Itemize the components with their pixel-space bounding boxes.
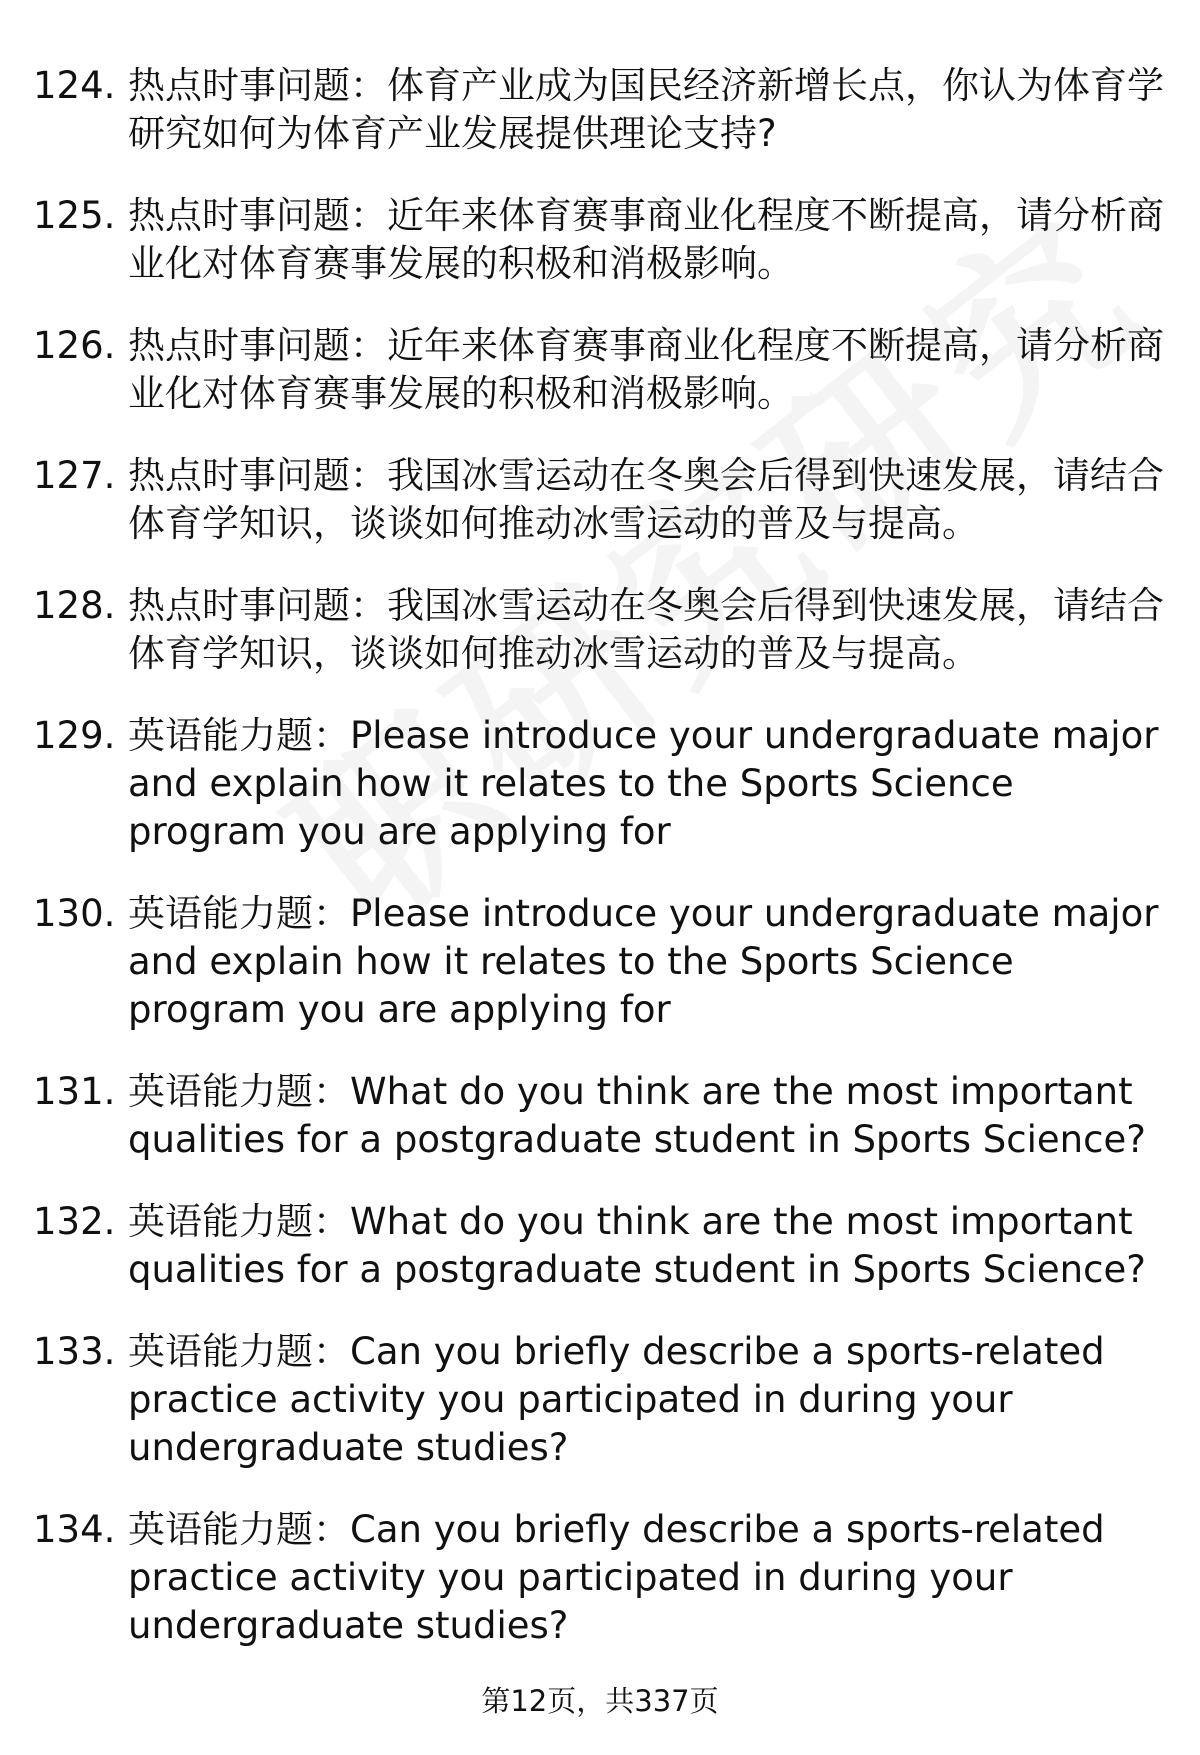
- question-text: 近年来体育赛事商业化程度不断提高，请分析商业化对体育赛事发展的积极和消极影响。: [128, 324, 1164, 415]
- question-number: 125.: [33, 194, 116, 237]
- question-body: [128, 1506, 1173, 1650]
- question-category: 英语能力题：: [128, 1508, 350, 1551]
- question-body: [128, 582, 1173, 678]
- question-body: [128, 1068, 1173, 1164]
- question-category: 英语能力题：: [128, 1070, 350, 1113]
- question-body: [128, 890, 1173, 1034]
- question-text: Please introduce your undergraduate major and explain how it relates to the Sports Science program you are applying for: [128, 892, 1159, 1031]
- question-body: [128, 712, 1173, 856]
- question-number: 132.: [33, 1200, 116, 1243]
- question-text: What do you think are the most important qualities for a postgraduate student in Sports Science?: [128, 1070, 1146, 1161]
- question-number: 133.: [33, 1330, 116, 1373]
- question-item: [33, 890, 1173, 1034]
- question-text: Can you briefly describe a sports-related practice activity you participated in during your undergraduate studies?: [128, 1508, 1105, 1647]
- question-body: [128, 322, 1173, 418]
- question-text: 我国冰雪运动在冬奥会后得到快速发展，请结合体育学知识，谈谈如何推动冰雪运动的普及与提高。: [128, 584, 1164, 675]
- question-category: 热点时事问题：: [128, 64, 387, 107]
- question-number: 129.: [33, 714, 116, 757]
- question-body: [128, 1328, 1173, 1472]
- question-number: 126.: [33, 324, 116, 367]
- question-text: 我国冰雪运动在冬奥会后得到快速发展，请结合体育学知识，谈谈如何推动冰雪运动的普及与提高。: [128, 454, 1164, 545]
- question-category: 英语能力题：: [128, 714, 350, 757]
- question-category: 英语能力题：: [128, 1200, 350, 1243]
- question-text: 体育产业成为国民经济新增长点，你认为体育学研究如何为体育产业发展提供理论支持?: [128, 64, 1164, 155]
- question-item: [33, 192, 1173, 288]
- page-number: 第12页，共337页: [481, 1684, 719, 1718]
- question-item: [33, 1506, 1173, 1650]
- question-body: [128, 62, 1173, 158]
- question-category: 热点时事问题：: [128, 454, 387, 497]
- question-number: 127.: [33, 454, 116, 497]
- question-item: [33, 1198, 1173, 1294]
- question-text: 近年来体育赛事商业化程度不断提高，请分析商业化对体育赛事发展的积极和消极影响。: [128, 194, 1164, 285]
- question-body: [128, 192, 1173, 288]
- question-item: [33, 1068, 1173, 1164]
- question-body: [128, 1198, 1173, 1294]
- question-text: Can you briefly describe a sports-related practice activity you participated in during your undergraduate studies?: [128, 1330, 1105, 1469]
- question-body: [128, 452, 1173, 548]
- question-number: 130.: [33, 892, 116, 935]
- question-text: Please introduce your undergraduate major and explain how it relates to the Sports Science program you are applying for: [128, 714, 1159, 853]
- question-category: 热点时事问题：: [128, 194, 387, 237]
- question-number: 134.: [33, 1508, 116, 1551]
- question-category: 热点时事问题：: [128, 584, 387, 627]
- question-category: 英语能力题：: [128, 1330, 350, 1373]
- question-category: 英语能力题：: [128, 892, 350, 935]
- question-category: 热点时事问题：: [128, 324, 387, 367]
- question-number: 124.: [33, 64, 116, 107]
- question-item: [33, 582, 1173, 678]
- question-list: [33, 62, 1173, 1650]
- question-text: What do you think are the most important qualities for a postgraduate student in Sports Science?: [128, 1200, 1146, 1291]
- question-number: 131.: [33, 1070, 116, 1113]
- question-item: [33, 1328, 1173, 1472]
- question-item: [33, 452, 1173, 548]
- question-item: [33, 322, 1173, 418]
- question-number: 128.: [33, 584, 116, 627]
- question-item: [33, 712, 1173, 856]
- question-item: [33, 62, 1173, 158]
